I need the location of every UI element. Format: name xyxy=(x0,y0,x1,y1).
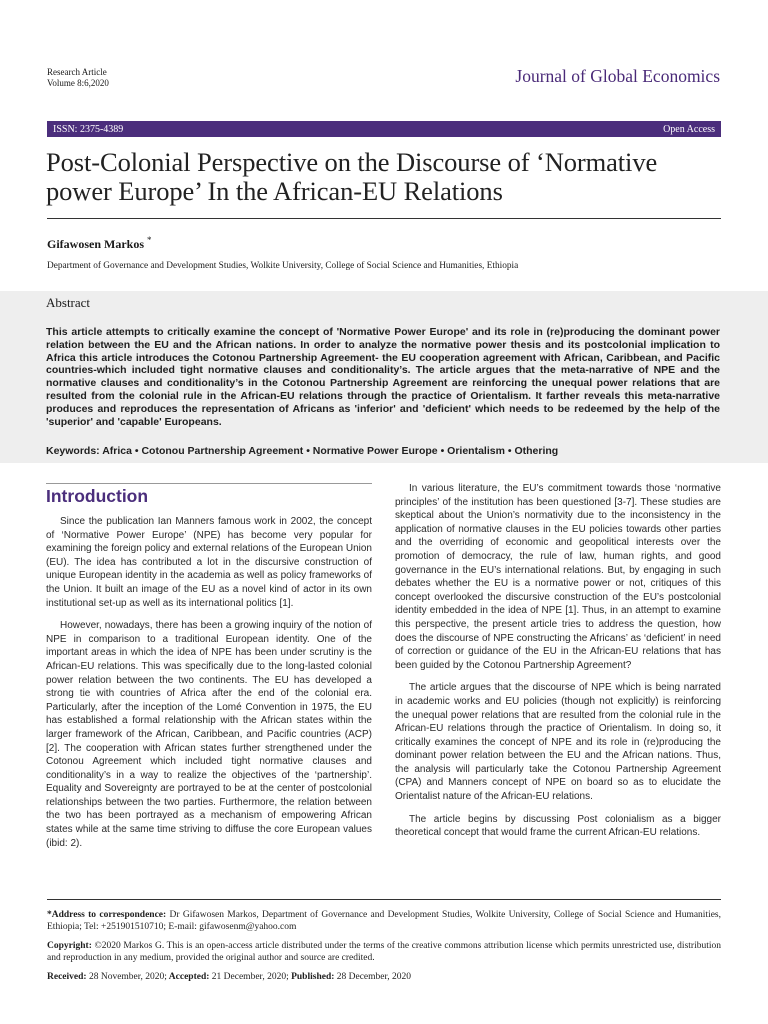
introduction-heading: Introduction xyxy=(46,486,149,506)
author-footnote-mark[interactable]: * xyxy=(147,235,152,245)
issn: ISSN: 2375-4389 xyxy=(53,123,124,135)
correspondence-note xyxy=(47,909,721,933)
publication-dates xyxy=(47,971,721,983)
paragraph: The article argues that the discourse of NPE which is being narrated in academic works and EU policies (though not explicitly) is reinforcing the unequal power relations that are resulted from the colonial rule in the African-EU relations through the practice of Orientalism. In doing so, it critically examines the concept of NPE and its role in (re)producing the dominant power relation between the EU and the African nations. Thus, the analysis will particularly take the Cotonou Partnership Agreement (CPA) and Manners concept of NPE on board so as to elucidate the Orientalist nature of the African-EU relations. xyxy=(395,682,721,803)
copyright-note xyxy=(47,940,721,964)
copyright-label: Copyright: xyxy=(47,941,92,951)
abstract-heading: Abstract xyxy=(46,295,91,310)
author-affiliation: Department of Governance and Development Studies, Wolkite University, College of Social Science and Humanities, Ethiopia xyxy=(47,261,519,271)
accepted-label: Accepted: xyxy=(166,972,210,982)
article-meta xyxy=(47,67,109,89)
paragraph: The article begins by discussing Post colonialism as a bigger theoretical concept that would frame the current African-EU relations. xyxy=(395,813,721,839)
journal-title[interactable]: Journal of Global Economics xyxy=(515,66,720,86)
keywords: Keywords: Africa • Cotonou Partnership Agreement • Normative Power Europe • Orientalism • Othering xyxy=(46,445,559,457)
received-date: 28 November, 2020; xyxy=(86,972,167,982)
published-label: Published: xyxy=(288,972,335,982)
right-column xyxy=(395,482,721,849)
article-type: Research Article xyxy=(47,67,107,77)
correspondence-text: Dr Gifawosen Markos, Department of Governance and Development Studies, Wolkite University, College of Social Science and Humanities, Ethiopia; Tel: +251901510710; E-mail: gifawosenm@yahoo.com xyxy=(47,910,722,932)
author-line xyxy=(47,235,152,252)
author-name[interactable]: Gifawosen Markos xyxy=(47,237,144,251)
open-access-badge[interactable]: Open Access xyxy=(663,123,715,135)
received-label: Received: xyxy=(47,972,87,982)
issn-bar xyxy=(47,121,721,137)
article-title: Post-Colonial Perspective on the Discourse of ‘Normative power Europe’ In the African-EU Relations xyxy=(46,147,658,206)
paragraph: However, nowadays, there has been a growing inquiry of the notion of NPE in comparison to a traditional European identity. One of the important areas in which the idea of NPE has been under scrutiny is the African-EU relations. This was specifically due to the long-lasted colonial power relation between the two continents. The EU has developed a strong tie with countries of Africa after the end of the colonial era. Particularly, after the inception of the Lomé Convention in 1975, the EU has established a formal relationship with the African states within the larger framework of the African, Caribbean, and Pacific countries (ACP) [2]. The cooperation with African states further strengthened under the Cotonou Agreement which included tight normative clauses and conditionality’s in a way to realize the objectives of the ‘partnership’. Equality and Sovereignty are portrayed to be at the center of postcolonial relationships between the two parties. Furthermore, the relation between the two has been portrayed as a mechanism of empowering African states while at the same time striving to diffuse the core European values (ibid: 2). xyxy=(46,620,372,849)
abstract-text: This article attempts to critically examine the concept of 'Normative Power Europe' and its role in (re)producing the dominant power relation between the EU and the African nations. In order to analyze the normative power thesis and its postcolonial implication to Africa this article introduces the Cotonou Partnership Agreement- the EU cooperation agreement with African, Caribbean, and Pacific countries-which included tight normative clauses and conditionality’s. The article argues that the meta-narrative of NPE and the normative clauses and conditionality’s in the Cotonou Partnership Agreement are reinforcing the unequal power relations that are resulted from the colonial rule in the African-EU relations through the practice of Orientalism. It farther reveals this meta-narrative produces and reproduces the representation of Africans as 'inferior' and 'deficient' which needs to be redeemed by the help of the 'superior' and 'capable' Europeans. xyxy=(46,326,720,428)
accepted-date: 21 December, 2020; xyxy=(209,972,289,982)
paragraph: In various literature, the EU’s commitment towards those ‘normative principles’ of the institution has been questioned [3-7]. These studies are skeptical about the Union’s normativity due to the inconsistency in the application of normative clauses in the EU policies towards other parties and the overriding of economic and geopolitical interests over the promotion of democracy, the rule of law, human rights, and good governance in the EU’s international relations. But, by engaging in such debates whether the EU is a normative power or not, critiques of this concept overlooked the discursive construction of the EU’s postcolonial identity embedded in the idea of NPE [1]. Thus, in an attempt to examine this perspective, the present article tries to address the question, how does the discourse of NPE constructing the Africans’ as ‘deficient’ in need of correction or guidance of the EU in the African-EU relations that has been guided by the Cotonou Partnership Agreement? xyxy=(395,483,721,671)
title-divider xyxy=(47,218,721,219)
left-column xyxy=(46,515,372,859)
copyright-text: ©2020 Markos G. This is an open-access article distributed under the terms of the creative commons attribution license which permits unrestricted use, distribution and reproduction in any medium, provided the original author and source are credited. xyxy=(47,941,721,963)
paragraph: Since the publication Ian Manners famous work in 2002, the concept of ‘Normative Power Europe’ (NPE) has become very popular for examining the foreign policy and external relations of the European Union (EU). The idea has contributed a lot in the discursive construction of unique European identity in the academia as well as policy frameworks of the Union. It built an image of the EU as a novel kind of actor in its own institutional set-up as well as its international politics [1]. xyxy=(46,516,372,609)
correspondence-label: *Address to correspondence: xyxy=(47,910,167,920)
intro-divider xyxy=(46,483,372,484)
footer-divider xyxy=(47,899,721,900)
volume-info: Volume 8:6,2020 xyxy=(47,78,109,88)
published-date: 28 December, 2020 xyxy=(334,972,412,982)
